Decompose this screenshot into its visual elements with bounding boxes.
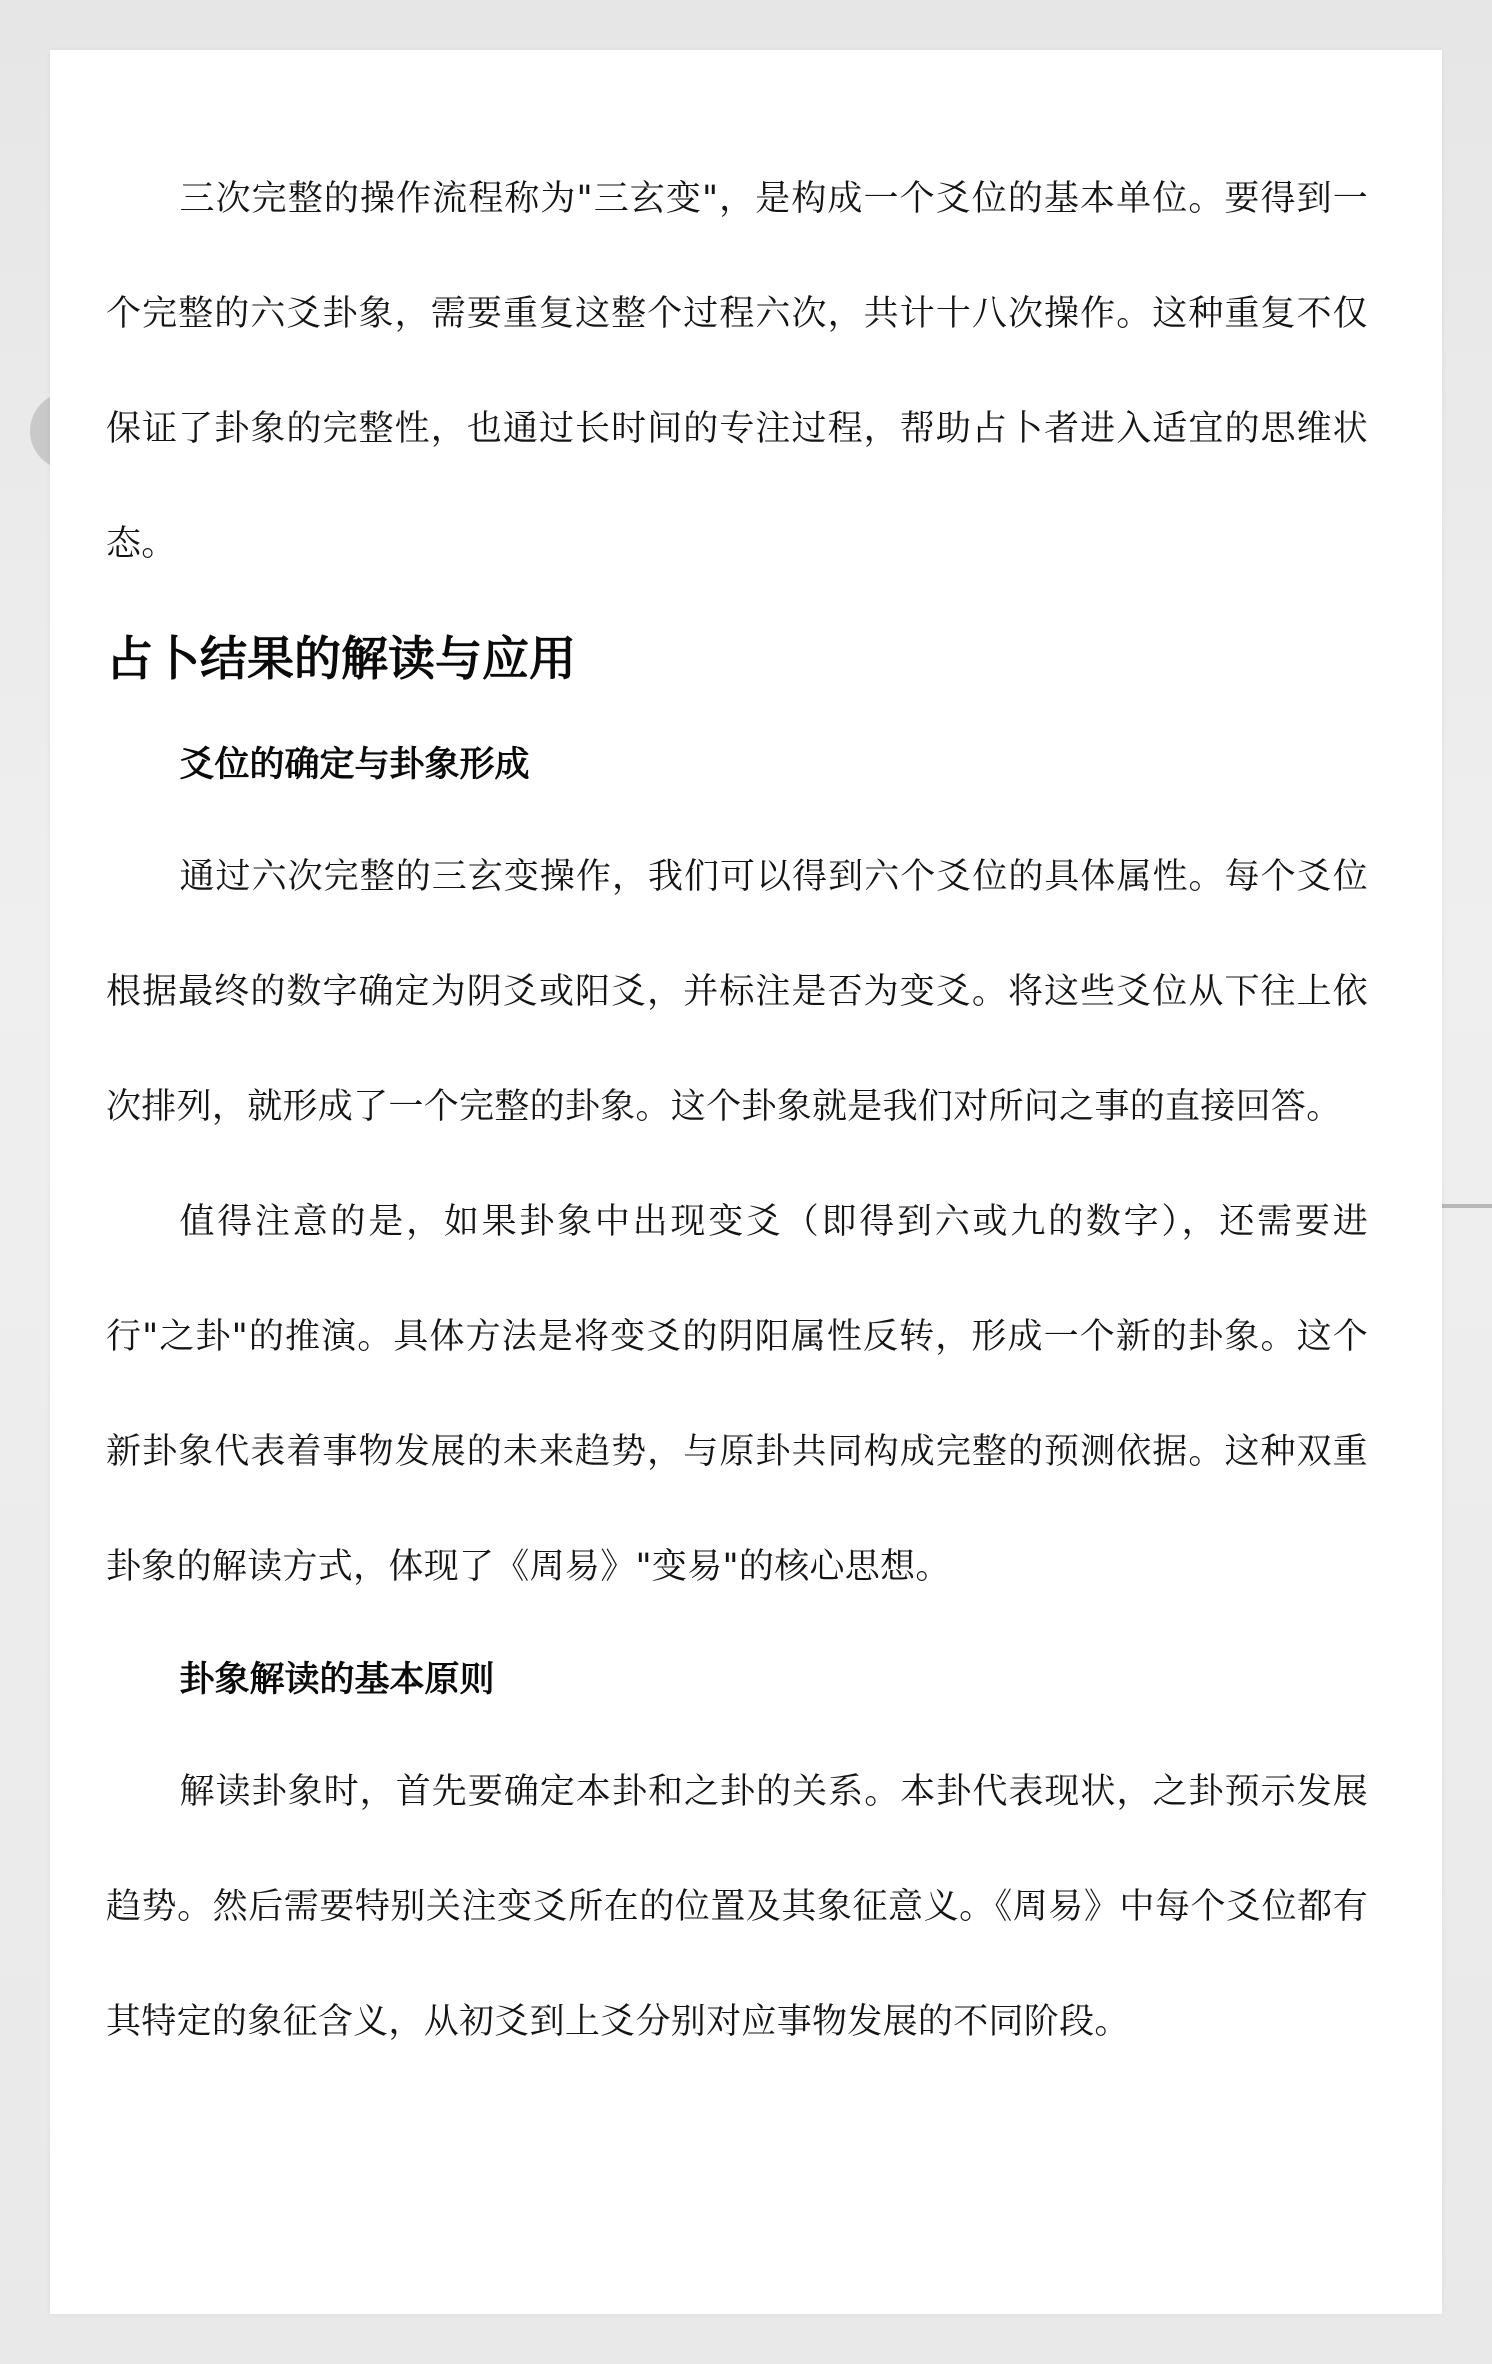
section-title: 占卜结果的解读与应用 <box>106 632 576 687</box>
subsection-title-yao: 爻位的确定与卦象形成 <box>179 745 530 785</box>
paragraph-yao-1: 通过六次完整的三玄变操作，我们可以得到六个爻位的具体属性。每个爻位根据最终的数字确定为阴爻或阳爻，并标注是否为变爻。将这些爻位从下往上依次排列，就形成了一个完整的卦象。这个卦象就是我们对所问之事的直接回答。 <box>106 857 1368 1127</box>
document-page <box>50 50 1442 2314</box>
subsection-title-principles: 卦象解读的基本原则 <box>179 1660 495 1700</box>
paragraph-principles-1: 解读卦象时，首先要确定本卦和之卦的关系。本卦代表现状，之卦预示发展趋势。然后需要特别关注变爻所在的位置及其象征意义。《周易》中每个爻位都有其特定的象征含义，从初爻到上爻分别对应事物发展的不同阶段。 <box>106 1772 1368 2042</box>
intro-paragraph: 三次完整的操作流程称为"三玄变"，是构成一个爻位的基本单位。要得到一个完整的六爻卦象，需要重复这整个过程六次，共计十八次操作。这种重复不仅保证了卦象的完整性，也通过长时间的专注过程，帮助占卜者进入适宜的思维状态。 <box>106 179 1368 564</box>
document-content <box>106 142 1368 2080</box>
side-divider <box>1440 1204 1492 1208</box>
paragraph-yao-2: 值得注意的是，如果卦象中出现变爻（即得到六或九的数字），还需要进行"之卦"的推演。具体方法是将变爻的阴阳属性反转，形成一个新的卦象。这个新卦象代表着事物发展的未来趋势，与原卦共同构成完整的预测依据。这种双重卦象的解读方式，体现了《周易》"变易"的核心思想。 <box>106 1202 1368 1587</box>
